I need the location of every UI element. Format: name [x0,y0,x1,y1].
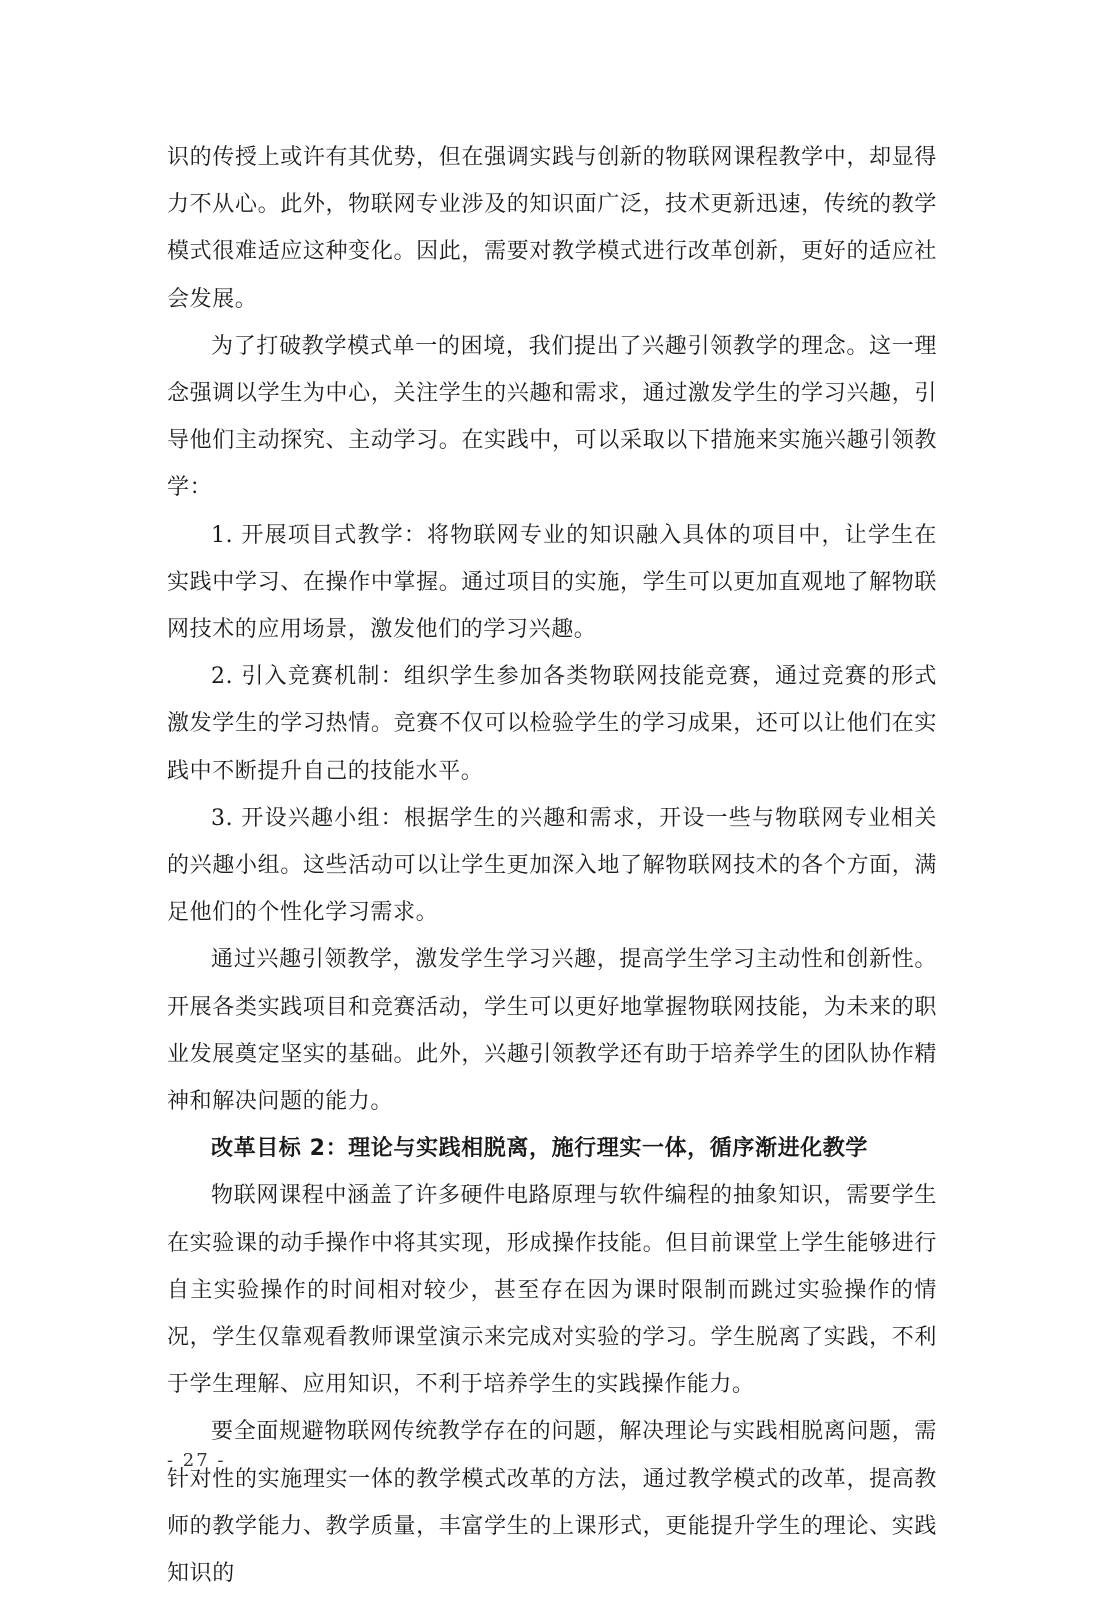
paragraph-continuation: 识的传授上或许有其优势，但在强调实践与创新的物联网课程教学中，却显得力不从心。此外，物联网专业涉及的知识面广泛，技术更新迅速，传统的教学模式很难适应这种变化。因此，需要对教学模式进行改革创新，更好的适应社会发展。 [167,145,937,312]
paragraph-interest-teaching-summary: 通过兴趣引领教学，激发学生学习兴趣，提高学生学习主动性和创新性。开展各类实践项目和竞赛活动，学生可以更好地掌握物联网技能，为未来的职业发展奠定坚实的基础。此外，兴趣引领教学还有助于培养学生的团队协作精神和解决问题的能力。 [167,947,937,1115]
paragraph-interest-teaching-intro: 为了打破教学模式单一的困境，我们提出了兴趣引领教学的理念。这一理念强调以学生为中心，关注学生的兴趣和需求，通过激发学生的学习兴趣，引导他们主动探究、主动学习。在实践中，可以采取以下措施来实施兴趣引领教学： [167,333,937,501]
paragraph-theory-practice-solution: 要全面规避物联网传统教学存在的问题，解决理论与实践相脱离问题，需针对性的实施理实一体的教学模式改革的方法，通过教学模式的改革，提高教师的教学能力、教学质量，丰富学生的上课形式，更能提升学生的理论、实践知识的 [167,1419,937,1587]
list-item-interest-groups: 3. 开设兴趣小组：根据学生的兴趣和需求，开设一些与物联网专业相关的兴趣小组。这些活动可以让学生更加深入地了解物联网技术的各个方面，满足他们的个性化学习需求。 [167,805,937,926]
list-item-competition-mechanism: 2. 引入竞赛机制：组织学生参加各类物联网技能竞赛，通过竞赛的形式激发学生的学习热情。竞赛不仅可以检验学生的学习成果，还可以让他们在实践中不断提升自己的技能水平。 [167,664,937,784]
list-item-project-teaching: 1. 开展项目式教学：将物联网专业的知识融入具体的项目中，让学生在实践中学习、在操作中掌握。通过项目的实施，学生可以更加直观地了解物联网技术的应用场景，激发他们的学习兴趣。 [167,522,937,643]
section-heading-goal-2: 改革目标 2：理论与实践相脱离，施行理实一体，循序渐进化教学 [211,1136,868,1162]
paragraph-theory-practice-problem: 物联网课程中涵盖了许多硬件电路原理与软件编程的抽象知识，需要学生在实验课的动手操作中将其实现，形成操作技能。但目前课堂上学生能够进行自主实验操作的时间相对较少，甚至存在因为课时限制而跳过实验操作的情况，学生仅靠观看教师课堂演示来完成对实验的学习。学生脱离了实践，不利于学生理解、应用知识，不利于培养学生的实践操作能力。 [167,1183,937,1398]
page-number: - 27 - [167,1450,226,1471]
document-body [167,134,937,1597]
